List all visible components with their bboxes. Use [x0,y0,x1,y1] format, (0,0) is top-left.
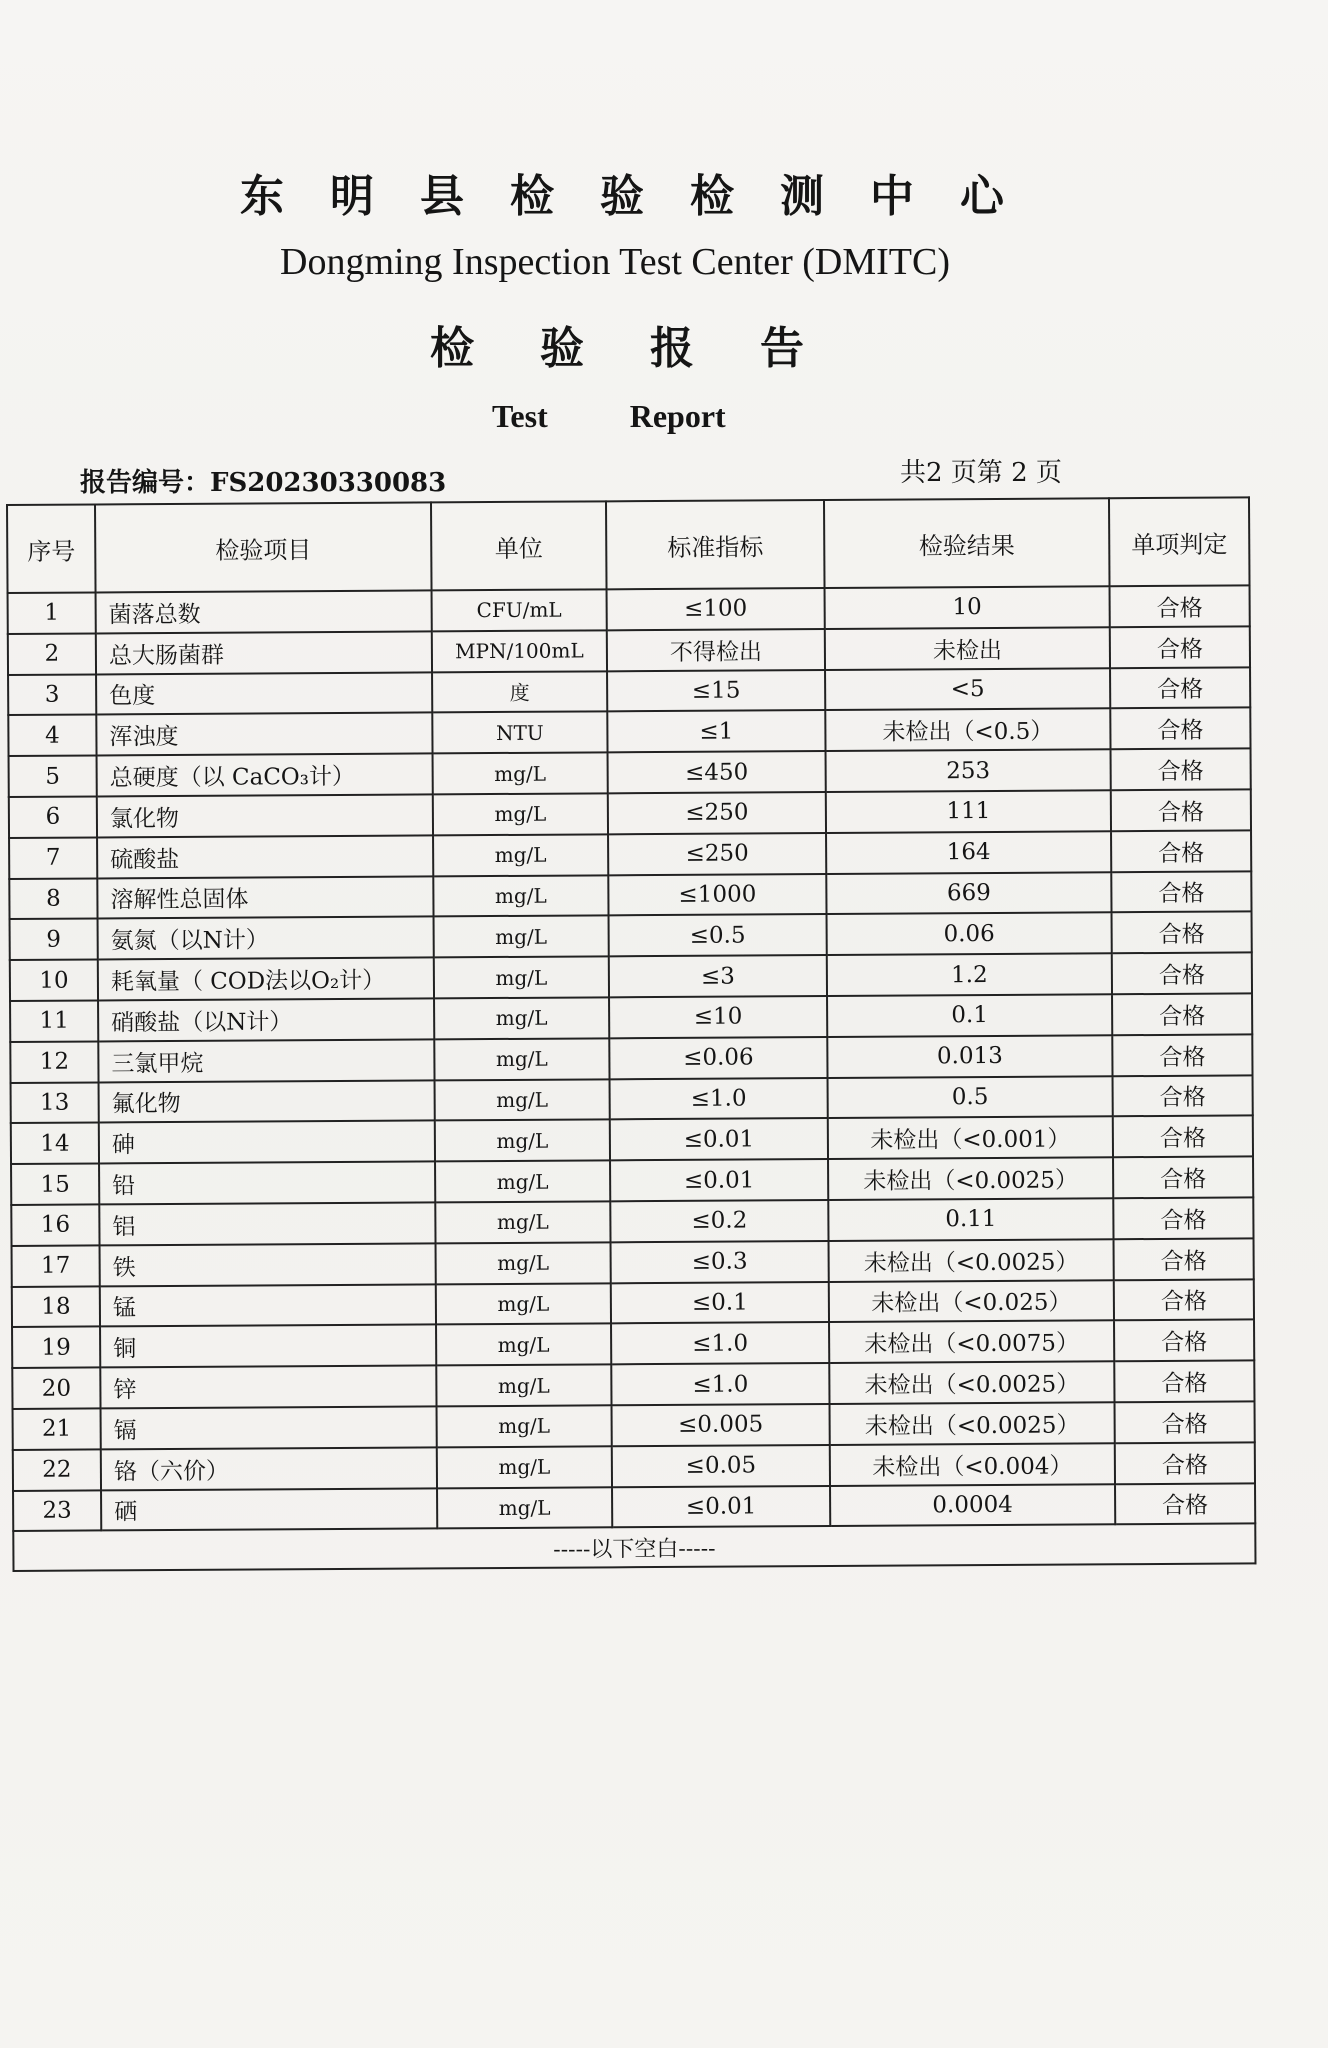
header-unit: 单位 [431,501,607,590]
test-result: 111 [826,790,1111,833]
standard-limit: ≤0.5 [609,914,827,956]
unit: NTU [432,712,607,754]
test-result: 0.11 [828,1198,1113,1241]
test-item: 硫酸盐 [97,835,433,878]
standard-limit: ≤250 [608,792,826,834]
test-item: 三氯甲烷 [98,1039,434,1082]
test-result: 未检出（<0.025） [829,1280,1114,1323]
test-item: 锰 [100,1284,436,1327]
unit: mg/L [435,1079,610,1121]
judgment: 合格 [1115,1442,1255,1484]
standard-limit: ≤1 [607,710,825,752]
standard-limit: ≤1.0 [611,1363,829,1405]
report-title-chinese: 检验报告 [430,323,870,374]
judgment: 合格 [1110,626,1250,668]
test-item: 锌 [100,1366,436,1409]
test-result: 0.0004 [830,1484,1115,1527]
row-number: 19 [12,1327,100,1368]
standard-limit: ≤0.01 [610,1159,828,1201]
row-number: 4 [8,715,96,756]
judgment: 合格 [1111,749,1251,791]
judgment: 合格 [1113,1157,1253,1199]
test-item: 硒 [101,1488,437,1531]
test-result: 669 [826,872,1111,915]
page-count: 共2 页第 2 页 [900,458,1062,488]
row-number: 6 [9,796,97,837]
row-number: 17 [12,1245,100,1286]
row-number: 16 [11,1204,99,1245]
test-item: 铝 [99,1202,435,1245]
test-result: 1.2 [827,953,1112,996]
judgment: 合格 [1112,1034,1252,1076]
test-result: 未检出（<0.001） [828,1117,1113,1160]
unit: mg/L [436,1242,611,1284]
row-number: 10 [10,960,98,1001]
standard-limit: ≤250 [608,833,826,875]
results-table-wrapper [6,496,1255,1572]
test-item: 色度 [96,672,432,715]
unit: mg/L [434,916,609,958]
judgment: 合格 [1113,1075,1253,1117]
test-item: 菌落总数 [96,590,432,633]
row-number: 23 [13,1490,101,1531]
row-number: 2 [8,633,96,674]
row-number: 12 [10,1041,98,1082]
row-number: 20 [12,1368,100,1409]
test-item: 砷 [99,1121,435,1164]
standard-limit: ≤0.01 [610,1118,828,1160]
unit: mg/L [436,1364,611,1406]
standard-limit: ≤0.06 [609,1037,827,1079]
unit: CFU/mL [432,589,607,631]
row-number: 3 [8,674,96,715]
report-title-report: Report [629,398,726,434]
center-title-chinese: 东明县检验检测中心 [240,171,1050,222]
unit: mg/L [433,753,608,795]
standard-limit: 不得检出 [607,629,825,671]
row-number: 7 [9,837,97,878]
table-footer-row [13,1524,1255,1572]
standard-limit: ≤0.005 [612,1404,830,1446]
test-item: 氟化物 [99,1080,435,1123]
header-judgment: 单项判定 [1109,497,1250,586]
test-item: 氨氮（以N计） [98,917,434,960]
row-number: 22 [13,1449,101,1490]
judgment: 合格 [1110,585,1250,627]
test-item: 镉 [101,1406,437,1449]
standard-limit: ≤1.0 [610,1078,828,1120]
test-result: 未检出 [825,627,1110,670]
test-result: 未检出（<0.0025） [830,1402,1115,1445]
test-item: 耗氧量（ COD法以O₂计） [98,958,434,1001]
row-number: 8 [9,878,97,919]
unit: mg/L [433,875,608,917]
test-result: 0.013 [827,1035,1112,1078]
unit: mg/L [436,1283,611,1325]
test-item: 铜 [100,1325,436,1368]
judgment: 合格 [1114,1238,1254,1280]
judgment: 合格 [1113,1197,1253,1239]
unit: mg/L [433,834,608,876]
row-number: 9 [10,919,98,960]
header-standard: 标准指标 [606,500,825,589]
unit: mg/L [434,956,609,998]
judgment: 合格 [1112,993,1252,1035]
unit: MPN/100mL [432,630,607,672]
table-header-row [7,497,1250,593]
row-number: 18 [12,1286,100,1327]
test-result: 253 [826,749,1111,792]
report-title-english [492,398,726,435]
test-result: 未检出（<0.5） [825,709,1110,752]
standard-limit: ≤0.1 [611,1282,829,1324]
unit: mg/L [437,1405,612,1447]
unit: mg/L [435,1120,610,1162]
judgment: 合格 [1113,1116,1253,1158]
judgment: 合格 [1110,708,1250,750]
row-number: 15 [11,1164,99,1205]
standard-limit: ≤15 [607,670,825,712]
header-item: 检验项目 [95,502,432,592]
standard-limit: ≤0.05 [612,1445,830,1487]
test-result: 0.5 [828,1076,1113,1119]
judgment: 合格 [1111,871,1251,913]
judgment: 合格 [1112,912,1252,954]
standard-limit: ≤1.0 [611,1322,829,1364]
test-result: 0.1 [827,994,1112,1037]
report-number: 报告编号：FS20230330083 [80,468,447,498]
row-number: 21 [13,1408,101,1449]
header-no: 序号 [7,504,96,593]
unit: mg/L [435,1201,610,1243]
row-number: 5 [9,756,97,797]
standard-limit: ≤0.3 [611,1241,829,1283]
standard-limit: ≤450 [608,751,826,793]
standard-limit: ≤10 [609,996,827,1038]
test-item: 氯化物 [97,794,433,837]
test-result: 0.06 [827,913,1112,956]
test-result: 未检出（<0.0025） [828,1157,1113,1200]
test-result: 未检出（<0.0075） [829,1321,1114,1364]
standard-limit: ≤100 [607,588,825,630]
unit: 度 [432,671,607,713]
test-item: 溶解性总固体 [97,876,433,919]
test-result: 10 [825,586,1110,629]
judgment: 合格 [1110,667,1250,709]
unit: mg/L [437,1446,612,1488]
judgment: 合格 [1114,1320,1254,1362]
results-table [6,496,1257,1572]
unit: mg/L [435,1160,610,1202]
unit: mg/L [436,1324,611,1366]
test-item: 总大肠菌群 [96,631,432,674]
standard-limit: ≤0.01 [612,1486,830,1528]
header-result: 检验结果 [824,498,1110,588]
test-result: 未检出（<0.0025） [829,1239,1114,1282]
standard-limit: ≤0.2 [610,1200,828,1242]
test-item: 铁 [100,1243,436,1286]
row-number: 14 [11,1123,99,1164]
judgment: 合格 [1115,1401,1255,1443]
standard-limit: ≤3 [609,955,827,997]
judgment: 合格 [1115,1483,1255,1525]
test-item: 浑浊度 [96,713,432,756]
center-title-english: Dongming Inspection Test Center (DMITC) [280,241,950,283]
row-number: 1 [8,592,96,633]
judgment: 合格 [1111,830,1251,872]
unit: mg/L [434,1038,609,1080]
unit: mg/L [437,1487,612,1529]
test-result: <5 [825,668,1110,711]
test-result: 未检出（<0.0025） [829,1361,1114,1404]
row-number: 11 [10,1000,98,1041]
judgment: 合格 [1111,789,1251,831]
blank-below-note: -----以下空白----- [13,1524,1255,1572]
judgment: 合格 [1112,953,1252,995]
row-number: 13 [11,1082,99,1123]
test-item: 铬（六价） [101,1447,437,1490]
unit: mg/L [434,997,609,1039]
table-body [8,585,1256,1531]
judgment: 合格 [1114,1361,1254,1403]
unit: mg/L [433,793,608,835]
test-result: 未检出（<0.004） [830,1443,1115,1486]
test-item: 铅 [99,1162,435,1205]
judgment: 合格 [1114,1279,1254,1321]
test-item: 硝酸盐（以N计） [98,998,434,1041]
test-item: 总硬度（以 CaCO₃计） [97,754,433,797]
standard-limit: ≤1000 [608,874,826,916]
report-title-test: Test [492,398,548,434]
test-result: 164 [826,831,1111,874]
